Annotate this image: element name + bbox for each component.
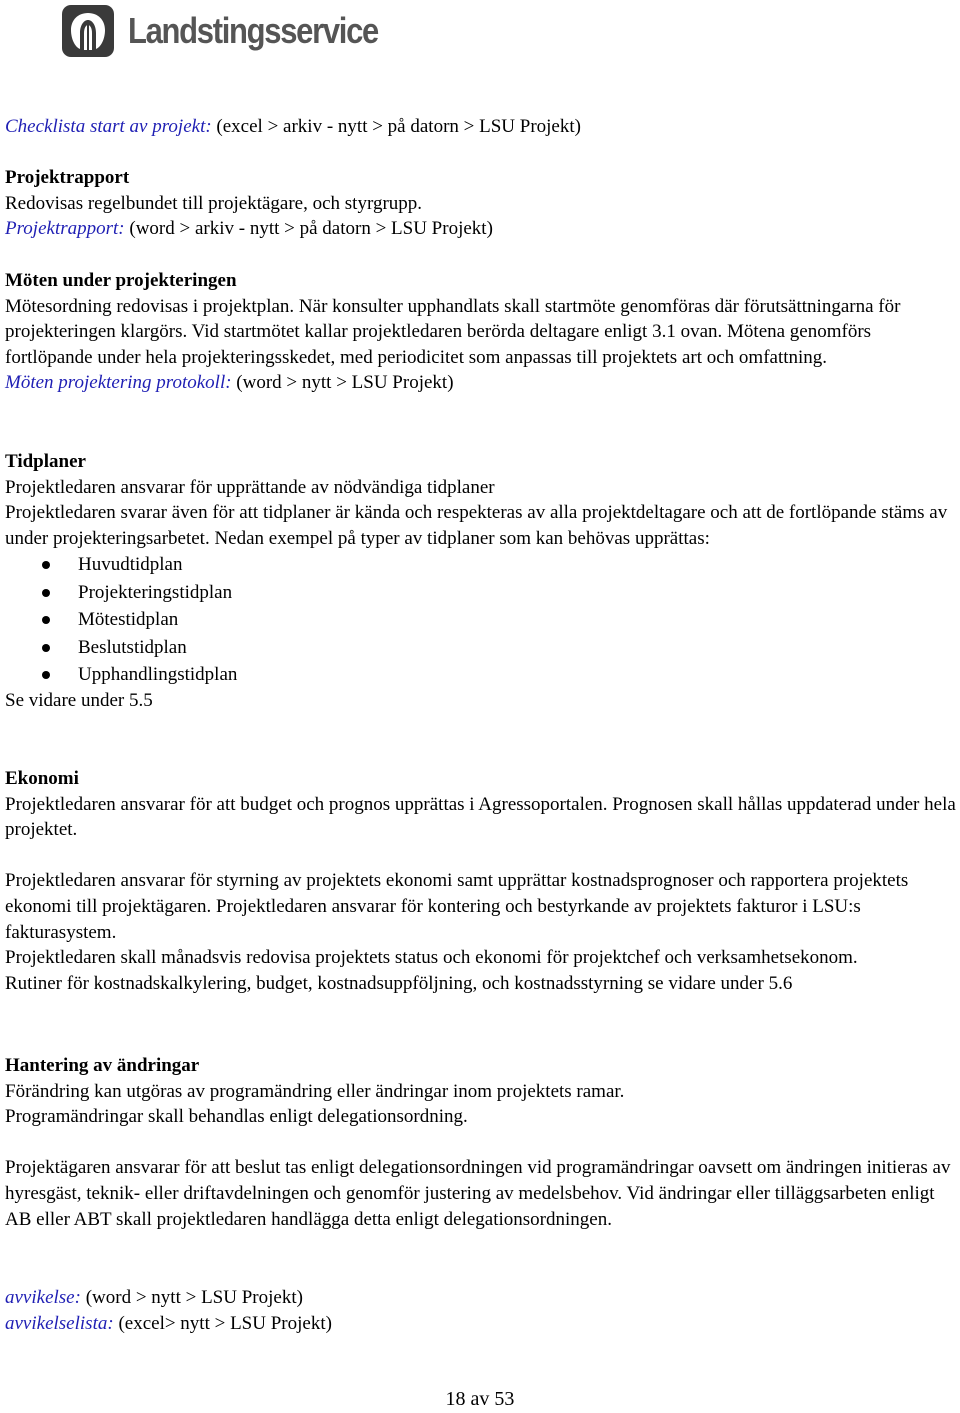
list-item: Upphandlingstidplan — [5, 661, 960, 688]
page-number: 18 av 53 — [445, 1388, 515, 1410]
ekonomi-paragraph-2: Projektledaren ansvarar för styrning av projektets ekonomi samt upprättar kostnadsprognoser och rapportera projektets ekonomi till projektägaren. Projektledaren ansvarar för kontering och bestyrkande av projektets fakturor i LSU:s fakturasystem. — [5, 870, 909, 943]
andringar-paragraph: Projektägaren ansvarar för att beslut tas enligt delegationsordningen vid programändringar oavsett om ändringen initieras av hyresgäst, teknik- eller driftavdelningen och genomför justering av medelsbehov. Vid ändringar eller tilläggsarbeten enligt AB eller ABT skall projektledaren handlägga detta enligt delegationsordningen. — [5, 1157, 951, 1230]
andringar-line-1: Förändring kan utgöras av programändring eller ändringar inom projektets ramar. — [5, 1080, 625, 1102]
projektrapport-path: (word > arkiv - nytt > på datorn > LSU Projekt) — [124, 218, 493, 240]
tidplaner-heading: Tidplaner — [5, 451, 86, 472]
moten-section — [5, 268, 960, 396]
projektrapport-section — [5, 165, 960, 242]
checklista-line — [5, 114, 960, 140]
projektrapport-text: Redovisas regelbundet till projektägare, och styrgrupp. — [5, 192, 423, 214]
moten-heading: Möten under projekteringen — [5, 270, 237, 291]
checklista-link[interactable]: Checklista start av projekt: — [5, 116, 212, 137]
andringar-section — [5, 1053, 960, 1232]
avvikelselista-path: (excel> nytt > LSU Projekt) — [113, 1312, 332, 1334]
list-item: Mötestidplan — [5, 606, 960, 633]
andringar-heading: Hantering av ändringar — [5, 1055, 200, 1076]
list-item: Projekteringstidplan — [5, 579, 960, 606]
moten-paragraph: Mötesordning redovisas i projektplan. När konsulter upphandlats skall startmöte genomföras där förutsättningarna för projekteringen klargörs. Vid startmötet kallar projektledaren berörda deltagare enligt 3.1 ovan. Mötena genomförs fortlöpande under hela projekteringsskedet, med periodicitet som anpassas till projektets art och omfattning. — [5, 295, 901, 368]
tidplaner-paragraph: Projektledaren svarar även för att tidplaner är kända och respekteras av alla projektdeltagare och att de fortlöpande stäms av under projekteringsarbetet. Nedan exempel på typer av tidplaner som kan behövas upprättas: — [5, 502, 948, 549]
logo-text: Landstingsservice — [128, 10, 378, 52]
projektrapport-link[interactable]: Projektrapport: — [5, 218, 125, 240]
checklista-path: (excel > arkiv - nytt > på datorn > LSU Projekt) — [211, 116, 581, 137]
tidplaner-line: Projektledaren ansvarar för upprättande av nödvändiga tidplaner — [5, 476, 495, 498]
avvikelse-path: (word > nytt > LSU Projekt) — [80, 1287, 303, 1308]
landstingsservice-logo-icon — [60, 3, 116, 59]
ekonomi-paragraph-1: Projektledaren ansvarar för att budget och prognos upprättas i Agressoportalen. Prognosen skall hållas uppdaterad under hela projektet. — [5, 793, 956, 841]
logo — [60, 3, 419, 59]
ekonomi-heading: Ekonomi — [5, 768, 79, 789]
tidplaner-see: Se vidare under 5.5 — [5, 690, 153, 712]
andringar-line-2: Programändringar skall behandlas enligt delegationsordning. — [5, 1106, 468, 1128]
ekonomi-section — [5, 766, 960, 996]
tidplaner-list — [5, 551, 960, 688]
list-item: Huvudtidplan — [5, 551, 960, 578]
list-item: Beslutstidplan — [5, 634, 960, 661]
ekonomi-paragraph-4: Rutiner för kostnadskalkylering, budget, kostnadsuppföljning, och kostnadsstyrning se vidare under 5.6 — [5, 972, 793, 994]
projektrapport-heading: Projektrapport — [5, 167, 130, 188]
avvikelse-link[interactable]: avvikelse: — [5, 1287, 81, 1308]
moten-link[interactable]: Möten projektering protokoll: — [5, 372, 232, 394]
tidplaner-section — [5, 449, 960, 714]
avvikelse-section — [5, 1285, 960, 1336]
moten-path: (word > nytt > LSU Projekt) — [231, 372, 454, 394]
ekonomi-paragraph-3: Projektledaren skall månadsvis redovisa projektets status och ekonomi för projektchef och verksamhetsekonom. — [5, 947, 858, 969]
avvikelselista-link[interactable]: avvikelselista: — [5, 1312, 114, 1334]
